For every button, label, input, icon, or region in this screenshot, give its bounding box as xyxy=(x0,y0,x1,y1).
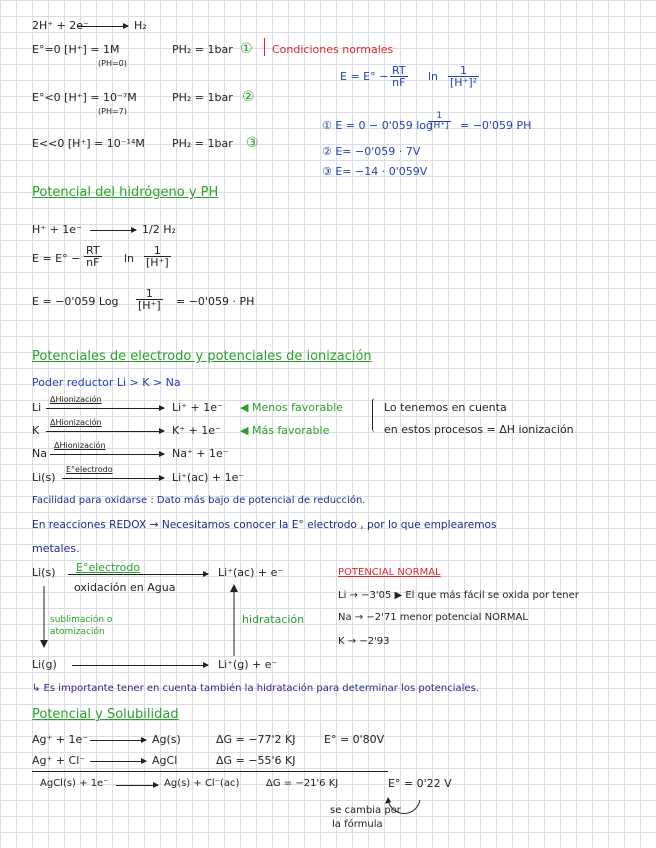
sec1-eq2-one: 1 xyxy=(136,288,163,300)
sec1-eq2-right: = −0'059 · PH xyxy=(176,295,255,308)
row3-equation: E<<0 [H⁺] = 10⁻¹⁴M xyxy=(32,137,145,150)
calc1-h: [H⁺] xyxy=(430,121,449,131)
s3-r3-dg: ΔG = −21'6 KJ xyxy=(266,778,339,789)
r2-note: ◀ Más favorable xyxy=(240,424,330,437)
row1-number: ① xyxy=(240,41,253,57)
normal-na: Na → −2'71 menor potencial NORMAL xyxy=(338,612,528,623)
s3-r2-left: Ag⁺ + Cl⁻ xyxy=(32,754,86,767)
sec1-reaction-left: H⁺ + 1e⁻ xyxy=(32,223,82,236)
reaction-h2-right: H₂ xyxy=(134,19,147,32)
potencial-normal-title: POTENCIAL NORMAL xyxy=(338,567,441,578)
sec1-reaction-right: 1/2 H₂ xyxy=(142,223,176,236)
nernst-rt: RT xyxy=(392,64,406,77)
section-solubilidad-title: Potencial y Solubilidad xyxy=(32,707,179,722)
s3-r1-left: Ag⁺ + 1e⁻ xyxy=(32,733,89,746)
nernst-one: 1 xyxy=(448,65,479,77)
r1-right: Li⁺ + 1e⁻ xyxy=(172,401,223,414)
sec1-nf: nF xyxy=(86,256,100,269)
sec1-eq2-h: [H⁺] xyxy=(138,299,161,312)
r4-arrow-label: E°electrodo xyxy=(66,465,113,474)
brace-line2: en estos procesos = ΔH ionización xyxy=(384,423,574,436)
cycle-ligplus: Li⁺(g) + e⁻ xyxy=(218,658,278,671)
section-electrodo-title: Potenciales de electrodo y potenciales de ionización xyxy=(32,349,372,364)
sublimacion2: atomización xyxy=(50,627,105,637)
s3-r2-right: AgCl xyxy=(152,754,178,767)
sublimacion1: sublimación o xyxy=(50,615,113,625)
s3-sum-line xyxy=(32,771,388,772)
r1-left: Li xyxy=(32,401,42,414)
calc2: ② E= −0'059 · 7V xyxy=(322,145,421,158)
s3-r3-arrow xyxy=(116,785,158,786)
s3-r3-e: E° = 0'22 V xyxy=(388,777,452,790)
sec1-h: [H⁺] xyxy=(146,256,169,269)
s3-r1-dg: ΔG = −77'2 KJ xyxy=(216,733,296,746)
sec1-eq-left: E = E° − xyxy=(32,252,81,265)
nernst-h2: [H⁺]² xyxy=(450,76,478,89)
r4-left: Li(s) xyxy=(32,471,56,484)
redox-line2: metales. xyxy=(32,542,80,555)
s3-r3-left: AgCl(s) + 1e⁻ xyxy=(40,778,109,789)
condiciones-normales: Condiciones normales xyxy=(272,43,394,56)
s3-r1-arrow xyxy=(90,740,146,741)
note-hidratacion: ↳ Es importante tener en cuenta también la hidratación para determinar los potenciales. xyxy=(32,683,479,694)
row1-equation: E°=0 [H⁺] = 1M xyxy=(32,43,120,56)
row3-number: ③ xyxy=(246,135,259,151)
calc1-pre: ① E = 0 − 0'059 log xyxy=(322,119,434,132)
calc1-post: = −0'059 PH xyxy=(460,119,532,132)
row2-number: ② xyxy=(242,89,255,105)
sec1-eq2-left: E = −0'059 Log xyxy=(32,295,119,308)
r3-right: Na⁺ + 1e⁻ xyxy=(172,447,229,460)
s3-note1: se cambia por xyxy=(330,805,401,816)
nernst-nf: nF xyxy=(392,76,406,89)
s3-r1-right: Ag(s) xyxy=(152,733,181,746)
r1-arrow-label: ΔHionización xyxy=(50,395,102,404)
cycle-lis: Li(s) xyxy=(32,566,56,579)
cycle-bottom-arrow xyxy=(72,665,208,666)
r2-left: K xyxy=(32,424,40,437)
cycle-top-label: E°electrodo xyxy=(76,561,141,574)
normal-li: Li → −3'05 ▶ El que más fácil se oxida por tener xyxy=(338,590,579,601)
cycle-top-sub: oxidación en Agua xyxy=(74,581,176,594)
sec1-rt: RT xyxy=(86,244,100,257)
sec1-one: 1 xyxy=(144,245,171,257)
row2-pressure: PH₂ = 1bar xyxy=(172,91,233,104)
s3-note2: la fórmula xyxy=(332,819,383,830)
section-hidrogeno-title: Potencial del hidrógeno y PH xyxy=(32,185,219,200)
r3-arrow-label: ΔHionización xyxy=(54,441,106,450)
brace-line1: Lo tenemos en cuenta xyxy=(384,401,507,414)
row2-equation: E°<0 [H⁺] = 10⁻⁷M xyxy=(32,91,137,104)
row3-pressure: PH₂ = 1bar xyxy=(172,137,233,150)
r2-arrow-label: ΔHionización xyxy=(50,418,102,427)
normal-k: K → −2'93 xyxy=(338,636,390,647)
s3-r2-dg: ΔG = −55'6 KJ xyxy=(216,754,296,767)
reaction-h2-left: 2H⁺ + 2e⁻ xyxy=(32,19,89,32)
hidratacion: hidratación xyxy=(242,613,305,626)
cycle-lig: Li(g) xyxy=(32,658,57,671)
nernst-ln: ln xyxy=(428,70,439,83)
redox-line1: En reacciones REDOX → Necesitamos conocer la E° electrodo , por lo que emplearemos xyxy=(32,519,497,531)
r2-right: K⁺ + 1e⁻ xyxy=(172,424,221,437)
calc3: ③ E= −14 · 0'059V xyxy=(322,165,428,178)
row1-ph: (PH=0) xyxy=(98,59,127,68)
row1-pressure: PH₂ = 1bar xyxy=(172,43,233,56)
row2-ph: (PH=7) xyxy=(98,107,127,116)
s3-r1-e: E° = 0'80V xyxy=(324,733,385,746)
cycle-liac: Li⁺(ac) + e⁻ xyxy=(218,566,284,579)
nernst-left: E = E° − xyxy=(340,70,389,83)
r4-right: Li⁺(ac) + 1e⁻ xyxy=(172,471,245,484)
poder-reductor: Poder reductor Li > K > Na xyxy=(32,376,181,389)
r1-note: ◀ Menos favorable xyxy=(240,401,344,414)
s3-r3-right: Ag(s) + Cl⁻(ac) xyxy=(164,778,240,789)
facilidad: Facilidad para oxidarse : Dato más bajo de potencial de reducción. xyxy=(32,495,366,506)
calc1-one: 1 xyxy=(428,112,451,122)
s3-r2-arrow xyxy=(90,761,146,762)
sec1-ln: ln xyxy=(124,252,135,265)
r3-left: Na xyxy=(32,447,47,460)
